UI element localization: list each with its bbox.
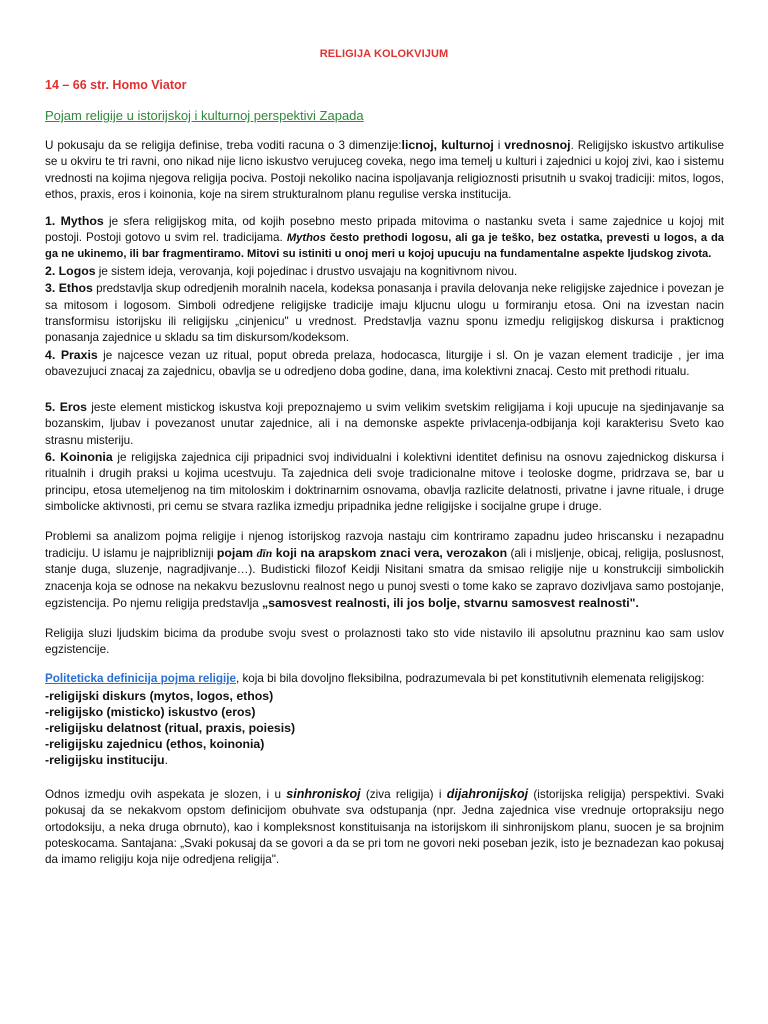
list-item: -religijsku delatnost (ritual, praxis, poiesis) xyxy=(45,720,296,735)
odnos-mid: (ziva religija) i xyxy=(360,787,447,801)
logos-text: je sistem ideja, verovanja, koji pojedinac i drustvo usvajaju na kognitivnom nivou. xyxy=(95,264,518,278)
document-title: RELIGIJA KOLOKVIJUM xyxy=(319,48,449,60)
ethos-paragraph xyxy=(45,280,724,347)
problemi-meaning: koji na arapskom znaci vera, verozakon xyxy=(272,545,508,560)
sluzi-paragraph: Religija sluzi ljudskim bicima da produbе svoju svest o prolaznosti tako sto vide nistavilo ili apsolutnu prazninu kao sam uslov egzistencije. xyxy=(45,626,724,656)
politeticka-paragraph xyxy=(45,671,724,687)
problemi-paragraph xyxy=(45,529,724,613)
mythos-label: 1. Mythos xyxy=(45,213,104,228)
koinonia-label: 6. Koinonia xyxy=(45,449,113,464)
problemi-pojam: pojam xyxy=(216,545,257,560)
odnos-text: Odnos izmedju ovih aspekata je slozen, i u xyxy=(45,787,287,801)
odnos-dijahronijskoj: dijahronijskoj xyxy=(446,786,529,801)
intro-bold-value: vrednosnoj xyxy=(504,138,571,152)
koinonia-text: je religijska zajednica ciji pripadnici svoj individualni i kolektivni identitet definisu na osnovu zajednickog diskursa i ritualnih i drugih praksi u kojima ucestvuju. Ta zajednica deli svoje tradicionalne mitove i teoloske dogme, pridrzava se, bar u principu, etosa utemeljenog na tim mitoloskim i doktrinarnim osnovama, obavlja razlicite delatnosti, privatne i javne rituale, i druge simbolicke aktivnosti, pri cemu se stvara razlika izmedju pripadnika jedne religijske i socijalne grupe i druge. xyxy=(45,450,724,514)
list-item: -religijsko (misticko) iskustvo (eros) xyxy=(45,704,256,719)
odnos-rest: (istorijska religija) perspektivi. Svaki pokusaj da se nekakvom opstom definicijom obuhvate sva odstupanja (npr. Jedna zajednica vise vrednuje ortopraksiju nego ortodoksiju, a neka druga obrnuto), kao i kompleksnost konstituisanja na istorijskom ili sinhronijskom planu, suocen je sa brojnim poteskocama. Santajana: „Svaki pokusaj da se govori a da se pri tom ne govori neki poseban jezik, isto je beznadezan kao pokusaj da imamo religiju koja nije odredjena religija". xyxy=(45,787,725,867)
ethos-text: predstavlja skup odredjenih moralnih nacela, kodeksa ponasanja i pravila delovanja neke religijske zajednice i povezan je sa mitosom i logosom. Simboli odredjene religijske tradicije imaju kljucnu ulogu u formiranju etosa. Oni na izvestan nacin transformisu istorijsku ili religijsku „cinjenicu" u vrednost. Predstavlja vaznu sponu izmedju religijskog diskursa i prakticnog ponasanja zajednice u skladu sa tim diskursom/kodeksom. xyxy=(45,282,724,345)
logos-paragraph xyxy=(45,263,724,280)
politeticka-link[interactable]: Politeticka definicija pojma religije xyxy=(45,672,236,686)
praxis-paragraph xyxy=(45,347,724,381)
intro-paragraph xyxy=(45,137,724,204)
intro-conj: i xyxy=(493,139,505,152)
eros-label: 5. Eros xyxy=(45,399,88,414)
mythos-text: je sfera religijskog mita, od kojih posebno mesto pripada mitovima o nastanku sveta i same zajednice u kojoj mit postoji. Postoji gotovo u svim rel. tradicijama. xyxy=(45,214,724,245)
mythos-note: često prethodi logosu, ali ga je teško, bez ostatka, prevesti u logos, a da ga ne ukinemo, ili bar fragmentiramo. Mitovi su istiniti u onoj meri u kojoj upucuju na fundamentalne aspekte ljudskog zivota. xyxy=(45,232,724,261)
odnos-sinhroniskoj: sinhroniskoj xyxy=(286,786,361,801)
mythos-paragraph xyxy=(45,213,724,263)
list-item-dot: . xyxy=(164,752,168,767)
koinonia-paragraph xyxy=(45,449,724,516)
ethos-label: 3. Ethos xyxy=(45,281,93,296)
praxis-text: je najcesce vezan uz ritual, poput obreda prelaza, hodocasca, liturgije i sl. On je vazan element tradicije , jer ima obavezujuci znacaj za zajednicu, obavlja se u odredjeno doba godine, dana, ima kolektivni znacaj. Cesto mit prethodi ritualu. xyxy=(45,348,725,379)
chapter-heading: 14 – 66 str. Homo Viator xyxy=(45,78,187,92)
eros-paragraph xyxy=(45,399,724,449)
odnos-paragraph xyxy=(45,786,724,869)
problemi-rest: (ali i misljenje, obicaj, religija, poslusnost, stanje duga, sluzenje, nagradjivanje…). Budisticki filozof Keidji Nisitani smatra da smisao religije nije u konstrukciji simbolickih znacenja koja se odnose na nekakvu bezuslovnu realnost nego u punoj svesti o tome kako se zapravo dozivljava samo postojanje, egzistencija. Po njemu religija predstavlja xyxy=(45,546,724,611)
intro-bold-dimensions: licnoj, kulturnoj xyxy=(401,138,494,152)
document-body xyxy=(45,137,724,869)
mythos-italic: Mythos xyxy=(286,232,326,245)
list-item: -religijski diskurs (mytos, logos, ethos) xyxy=(45,688,274,703)
problemi-din-term: dīn xyxy=(256,546,273,560)
praxis-label: 4. Praxis xyxy=(45,347,98,362)
problemi-text: Problemi sa analizom pojma religije i njenog istorijskog razvoja nastaju cim kontriramo zapadnu judeo hriscansku i nezapadnu tradiciju. U islamu je najpriblizniji xyxy=(45,529,724,560)
list-item-text: -religijsku instituciju xyxy=(45,752,165,767)
intro-rest: . Religijsko iskustvo artikulise se u okviru te tri ravni, ono nikad nije licno iskustvo verujuceg coveka, nego ima temelj u kulturi i zajednici u kojoj zivi, kao i sistemu vrednosti na kojima njegova religija pociva. Postoji nekoliko nacina ispoljavanja religioznosti prisutnih u svakoj tradiciji: mitos, logos, ethos, praxis, eros i koinonia, koje na sirem strukturalnom planu regulise verska institucija. xyxy=(45,139,725,202)
section-heading: Pojam religije u istorijskoj i kulturnoj perspektivi Zapada xyxy=(45,108,364,123)
logos-label: 2. Logos xyxy=(45,263,96,278)
intro-text: U pokusaju da se religija definise, treba voditi racuna o 3 dimenzije: xyxy=(45,139,402,152)
list-item-last xyxy=(45,752,724,768)
problemi-quote: „samosvest realnosti, ili jos bolje, stvarnu samosvest realnosti". xyxy=(261,596,639,611)
eros-text: jeste element mistickog iskustva koji prepoznajemo u svim velikim svetskim religijama i koji upucuje na sjedinjavanje sa bozanskim, ljubav i povezanost unutar zajednice, ali i na demonske aspekte privlacenja-odbijanja koji karakterisu Sveto kao strasnu misteriju. xyxy=(45,400,724,447)
list-item: -religijsku zajednicu (ethos, koinonia) xyxy=(45,736,265,751)
politeticka-text: , koja bi bila dovoljno fleksibilna, podrazumevala bi pet konstitutivnih elemenata religijskog: xyxy=(235,672,705,686)
